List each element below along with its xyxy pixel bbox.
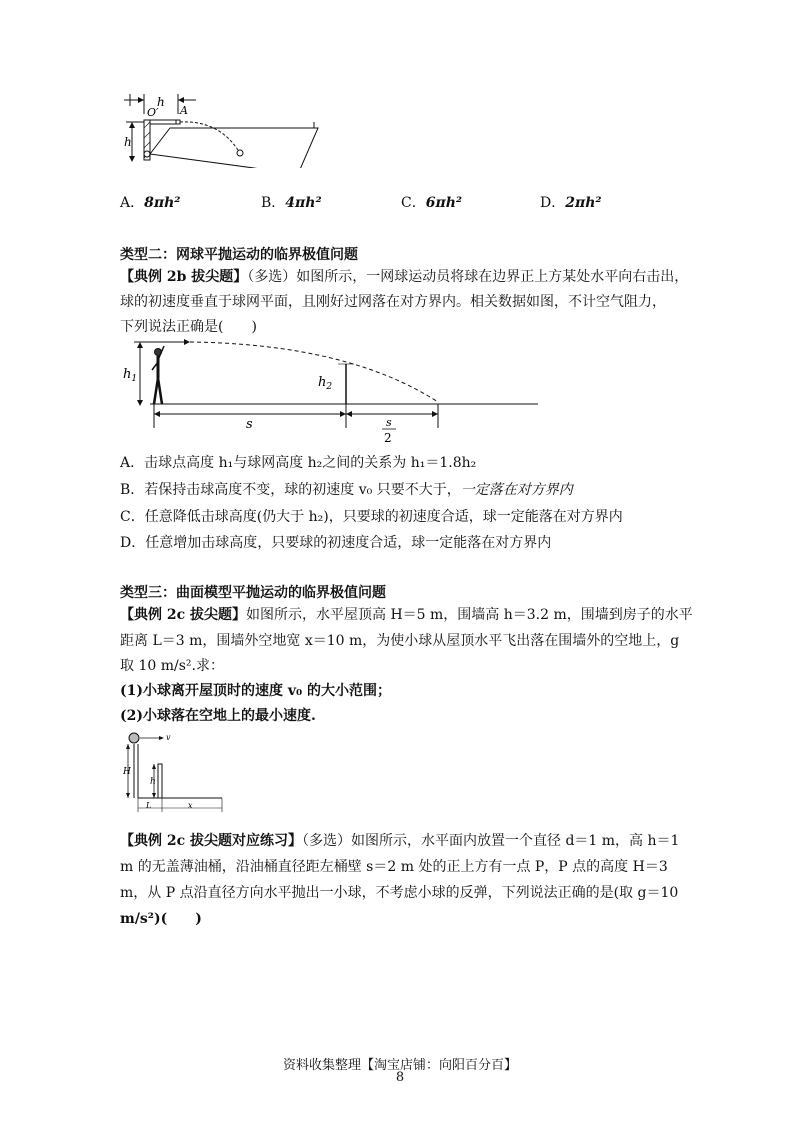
- figure-ball-platform: [118, 92, 328, 168]
- section2-title: 类型二：网球平抛运动的临界极值问题: [120, 247, 358, 263]
- section2-option-a-letter: A．: [120, 455, 145, 471]
- q1-option-b-value: 4πh²: [285, 195, 322, 211]
- fig2-s-label: s: [246, 417, 253, 432]
- fig2-h2-label: $h_2$: [318, 375, 333, 392]
- q1-option-d-letter: D．: [540, 195, 566, 211]
- section2-line2: 球的初速度垂直于球网平面，且刚好过网落在对方界内。相关数据如图，不计空气阻力，: [120, 294, 666, 310]
- q1-option-d[interactable]: [540, 192, 602, 212]
- section2-line1-text: （多选）如图所示，一网球运动员将球在边界正上方某处水平向右击出，: [247, 269, 689, 285]
- figure-tennis: [118, 338, 548, 448]
- section3-line3: 取 10 m/s².求：: [120, 658, 224, 674]
- q1-option-a-value: 8πh²: [144, 195, 181, 211]
- section2-option-a-text: 击球点高度 h₁与球网高度 h₂之间的关系为 h₁＝1.8h₂: [144, 455, 477, 471]
- section3-example-tag: 【典例 2c 拔尖题】: [120, 607, 247, 623]
- section2-option-b-tail: 一定落在对方界内: [460, 482, 573, 498]
- section2-option-b-letter: B．: [120, 482, 145, 498]
- section2-option-b[interactable]: [120, 479, 573, 499]
- section2-line3: 下列说法正确是( ): [120, 319, 257, 335]
- fig1-h-side-label: h: [124, 135, 132, 149]
- section2-option-d[interactable]: [120, 532, 551, 552]
- player-figure: [152, 346, 164, 404]
- fig1-a-label: A: [180, 104, 188, 117]
- section2-option-c-letter: C．: [120, 509, 145, 525]
- q1-option-c[interactable]: [401, 192, 462, 212]
- section2-option-b-text: 若保持击球高度不变，球的初速度 v₀ 只要不大于，: [144, 482, 461, 498]
- fig3-x-label: x: [188, 801, 193, 810]
- section2-option-a[interactable]: [120, 452, 476, 472]
- fig2-h1-label: $h_1$: [123, 367, 138, 384]
- practice-example-tag: 【典例 2c 拔尖题对应练习】: [120, 833, 303, 849]
- practice-line4: m/s²)( ): [120, 911, 202, 927]
- q1-option-c-letter: C．: [401, 195, 426, 211]
- section3-title: 类型三：曲面模型平抛运动的临界极值问题: [120, 585, 386, 601]
- q1-option-c-value: 6πh²: [425, 195, 463, 211]
- page-number: 8: [395, 1070, 405, 1085]
- fig2-s2-den: 2: [384, 431, 392, 445]
- section2-example-tag: 【典例 2b 拔尖题】: [120, 269, 248, 285]
- fig3-h-label: h: [150, 777, 156, 787]
- q1-option-a-letter: A．: [120, 195, 145, 211]
- section2-option-d-text: 任意增加击球高度，只要球的初速度合适，球一定能落在对方界内: [145, 535, 552, 551]
- section3-q1: (1)小球离开屋顶时的速度 v₀ 的大小范围；: [120, 683, 392, 699]
- q1-option-b[interactable]: [261, 192, 322, 212]
- footer-source: 资料收集整理【淘宝店铺：向阳百分百】: [282, 1058, 517, 1073]
- practice-line1: [120, 830, 679, 850]
- fig2-s2-num: s: [386, 416, 392, 429]
- practice-line2: m 的无盖薄油桶，沿油桶直径距左桶壁 s＝2 m 处的正上方有一点 P，P 点的高度 H＝3: [120, 859, 668, 875]
- section3-q2: (2)小球落在空地上的最小速度.: [120, 708, 316, 724]
- section2-option-c-text: 任意降低击球高度(仍大于 h₂)，只要球的初速度合适，球一定能落在对方界内: [144, 509, 623, 525]
- practice-line1-text: （多选）如图所示，水平面内放置一个直径 d＝1 m，高 h＝1: [302, 833, 680, 849]
- practice-line3: m，从 P 点沿直径方向水平抛出一小球，不考虑小球的反弹，下列说法正确的是(取 g＝10: [120, 885, 679, 901]
- fig1-h-top-label: h: [157, 95, 165, 109]
- section2-option-c[interactable]: [120, 506, 623, 526]
- fig3-v-label: v: [166, 733, 171, 742]
- fig1-o-label: O′: [147, 106, 159, 119]
- fig3-H-label: H: [123, 767, 131, 777]
- q1-option-d-value: 2πh²: [565, 195, 602, 211]
- fig3-L-label: L: [146, 801, 152, 810]
- section2-option-d-letter: D．: [120, 535, 146, 551]
- q1-option-b-letter: B．: [261, 195, 286, 211]
- section3-line1-text: 如图所示，水平屋顶高 H＝5 m，围墙高 h＝3.2 m，围墙到房子的水平: [246, 607, 693, 623]
- q1-option-a[interactable]: [120, 192, 180, 212]
- section3-line2: 距离 L＝3 m，围墙外空地宽 x＝10 m，为使小球从屋顶水平飞出落在围墙外的空地上，g: [120, 633, 680, 649]
- section3-line1: [120, 604, 693, 624]
- section2-line1: [120, 266, 688, 286]
- figure-roof-wall: [118, 728, 228, 814]
